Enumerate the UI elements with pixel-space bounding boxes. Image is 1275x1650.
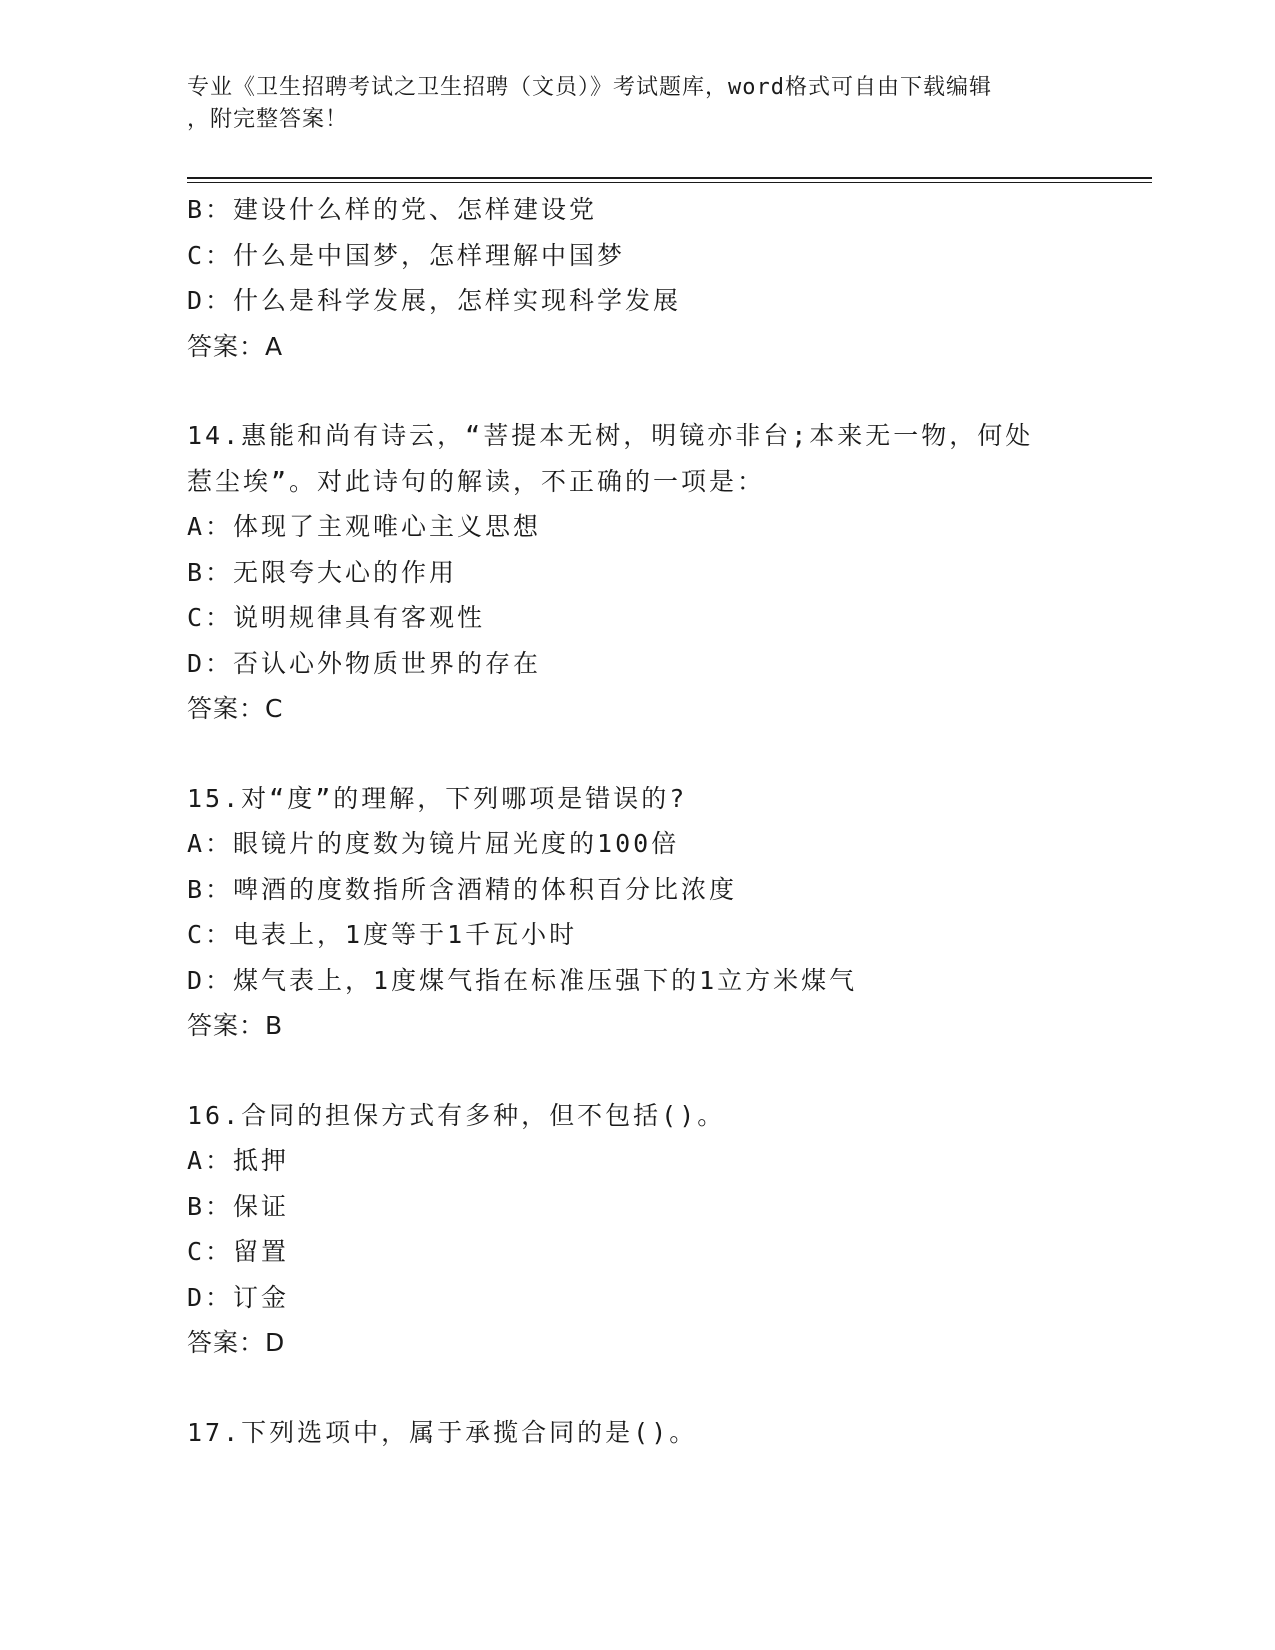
option-a: A：眼镜片的度数为镜片屈光度的100倍 (187, 829, 680, 858)
option-b: B：保证 (187, 1191, 290, 1221)
document-header (187, 72, 1067, 136)
question-stem: 15.对“度”的理解，下列哪项是错误的? (187, 783, 688, 813)
option-c: C：留置 (187, 1237, 290, 1266)
question-13 (187, 187, 1087, 369)
header-line-2: ，附完整答案！ (187, 107, 349, 132)
header-line-1: 专业《卫生招聘考试之卫生招聘（文员）》考试题库，word格式可自由下载编辑 (187, 75, 992, 100)
header-divider-thin (187, 182, 1152, 183)
option-c: C：电表上，1度等于1千瓦小时 (187, 920, 578, 949)
option-b: B：无限夸大心的作用 (187, 557, 458, 587)
option-b: B：建设什么样的党、怎样建设党 (187, 195, 598, 224)
question-15 (187, 776, 1087, 1049)
question-17 (187, 1410, 1087, 1456)
option-a: A：抵押 (187, 1146, 290, 1175)
option-a: A：体现了主观唯心主义思想 (187, 512, 542, 541)
option-c: C：说明规律具有客观性 (187, 603, 486, 632)
question-spacer (187, 732, 1087, 776)
question-14 (187, 413, 1087, 732)
answer: 答案：A (187, 331, 284, 361)
option-d: D：否认心外物质世界的存在 (187, 648, 542, 678)
option-d: D：订金 (187, 1282, 290, 1312)
question-spacer (187, 369, 1087, 413)
answer: 答案：B (187, 1011, 284, 1040)
question-stem: 16.合同的担保方式有多种，但不包括()。 (187, 1100, 726, 1130)
question-spacer (187, 1049, 1087, 1093)
question-stem: 17.下列选项中，属于承揽合同的是()。 (187, 1417, 698, 1447)
question-stem: 14.惠能和尚有诗云，“菩提本无树，明镜亦非台;本来无一物，何处 (187, 421, 1034, 450)
option-c: C：什么是中国梦，怎样理解中国梦 (187, 240, 626, 270)
question-stem-continued: 惹尘埃”。对此诗句的解读，不正确的一项是： (187, 466, 766, 496)
answer: 答案：C (187, 694, 284, 723)
option-d: D：什么是科学发展，怎样实现科学发展 (187, 286, 682, 315)
question-spacer (187, 1366, 1087, 1410)
question-16 (187, 1093, 1087, 1366)
option-d: D：煤气表上，1度煤气指在标准压强下的1立方米煤气 (187, 965, 858, 995)
header-divider-thick (187, 177, 1152, 179)
answer: 答案：D (187, 1328, 286, 1357)
question-list (187, 187, 1087, 1455)
option-b: B：啤酒的度数指所含酒精的体积百分比浓度 (187, 874, 738, 904)
